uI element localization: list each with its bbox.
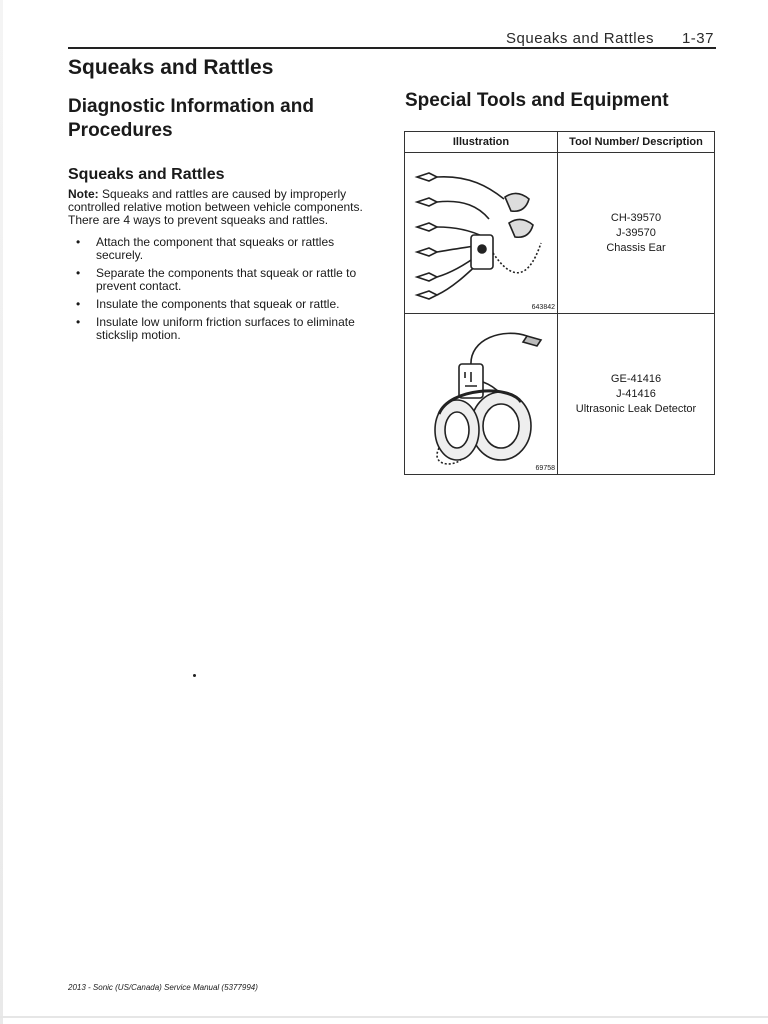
section-title: Diagnostic Information and Procedures	[68, 96, 314, 141]
chapter-title: Squeaks and Rattles	[68, 56, 274, 79]
tool-name: Chassis Ear	[606, 241, 666, 254]
list-item	[76, 267, 368, 293]
bullet-icon: •	[76, 266, 81, 280]
description-cell	[558, 314, 715, 475]
table-header-row	[405, 132, 715, 153]
running-title: Squeaks and Rattles	[506, 30, 654, 47]
page-number: 1-37	[681, 30, 714, 47]
subsection-title: Squeaks and Rattles	[68, 166, 225, 183]
table-row	[405, 153, 715, 314]
prevention-list	[76, 236, 368, 347]
footer-text: 2013 - Sonic (US/Canada) Service Manual (5377994)	[68, 983, 258, 992]
scan-speck	[193, 674, 196, 677]
tool-number-alt: J-39570	[616, 226, 656, 239]
list-item	[76, 298, 368, 311]
note-paragraph	[68, 188, 368, 227]
tool-number: GE-41416	[610, 372, 662, 385]
scan-bottom-edge	[0, 1016, 768, 1018]
ultrasonic-leak-detector-icon	[409, 318, 555, 468]
header-rule	[68, 47, 716, 49]
tool-name: Ultrasonic Leak Detector	[575, 402, 697, 415]
tools-title: Special Tools and Equipment	[405, 90, 669, 111]
table-row	[405, 314, 715, 475]
tools-table	[404, 131, 715, 475]
list-item-text: Separate the components that squeak or rattle to prevent contact.	[96, 266, 357, 293]
illustration-cell	[405, 153, 558, 314]
list-item-text: Insulate the components that squeak or rattle.	[96, 297, 340, 311]
bullet-icon: •	[76, 297, 81, 311]
bullet-icon: •	[76, 235, 81, 249]
scan-edge	[0, 0, 3, 1024]
tool-number-alt: J-41416	[616, 387, 656, 400]
note-text: Squeaks and rattles are caused by improperly controlled relative motion between vehicle components. There are 4 ways to prevent squeaks and rattles.	[68, 187, 363, 227]
list-item	[76, 316, 368, 342]
chassis-ear-icon	[409, 157, 555, 307]
bullet-icon: •	[76, 315, 81, 329]
list-item-text: Insulate low uniform friction surfaces to eliminate stickslip motion.	[96, 315, 355, 342]
running-header	[0, 30, 714, 48]
list-item	[76, 236, 368, 262]
column-header-description: Tool Number/ Description	[558, 132, 715, 153]
figure-id: 69758	[535, 465, 555, 472]
tool-number: CH-39570	[610, 211, 662, 224]
figure-id: 643842	[531, 304, 555, 311]
illustration-cell	[405, 314, 558, 475]
note-label: Note:	[68, 187, 99, 201]
list-item-text: Attach the component that squeaks or rattles securely.	[96, 235, 335, 262]
column-header-illustration: Illustration	[405, 132, 558, 153]
description-cell	[558, 153, 715, 314]
